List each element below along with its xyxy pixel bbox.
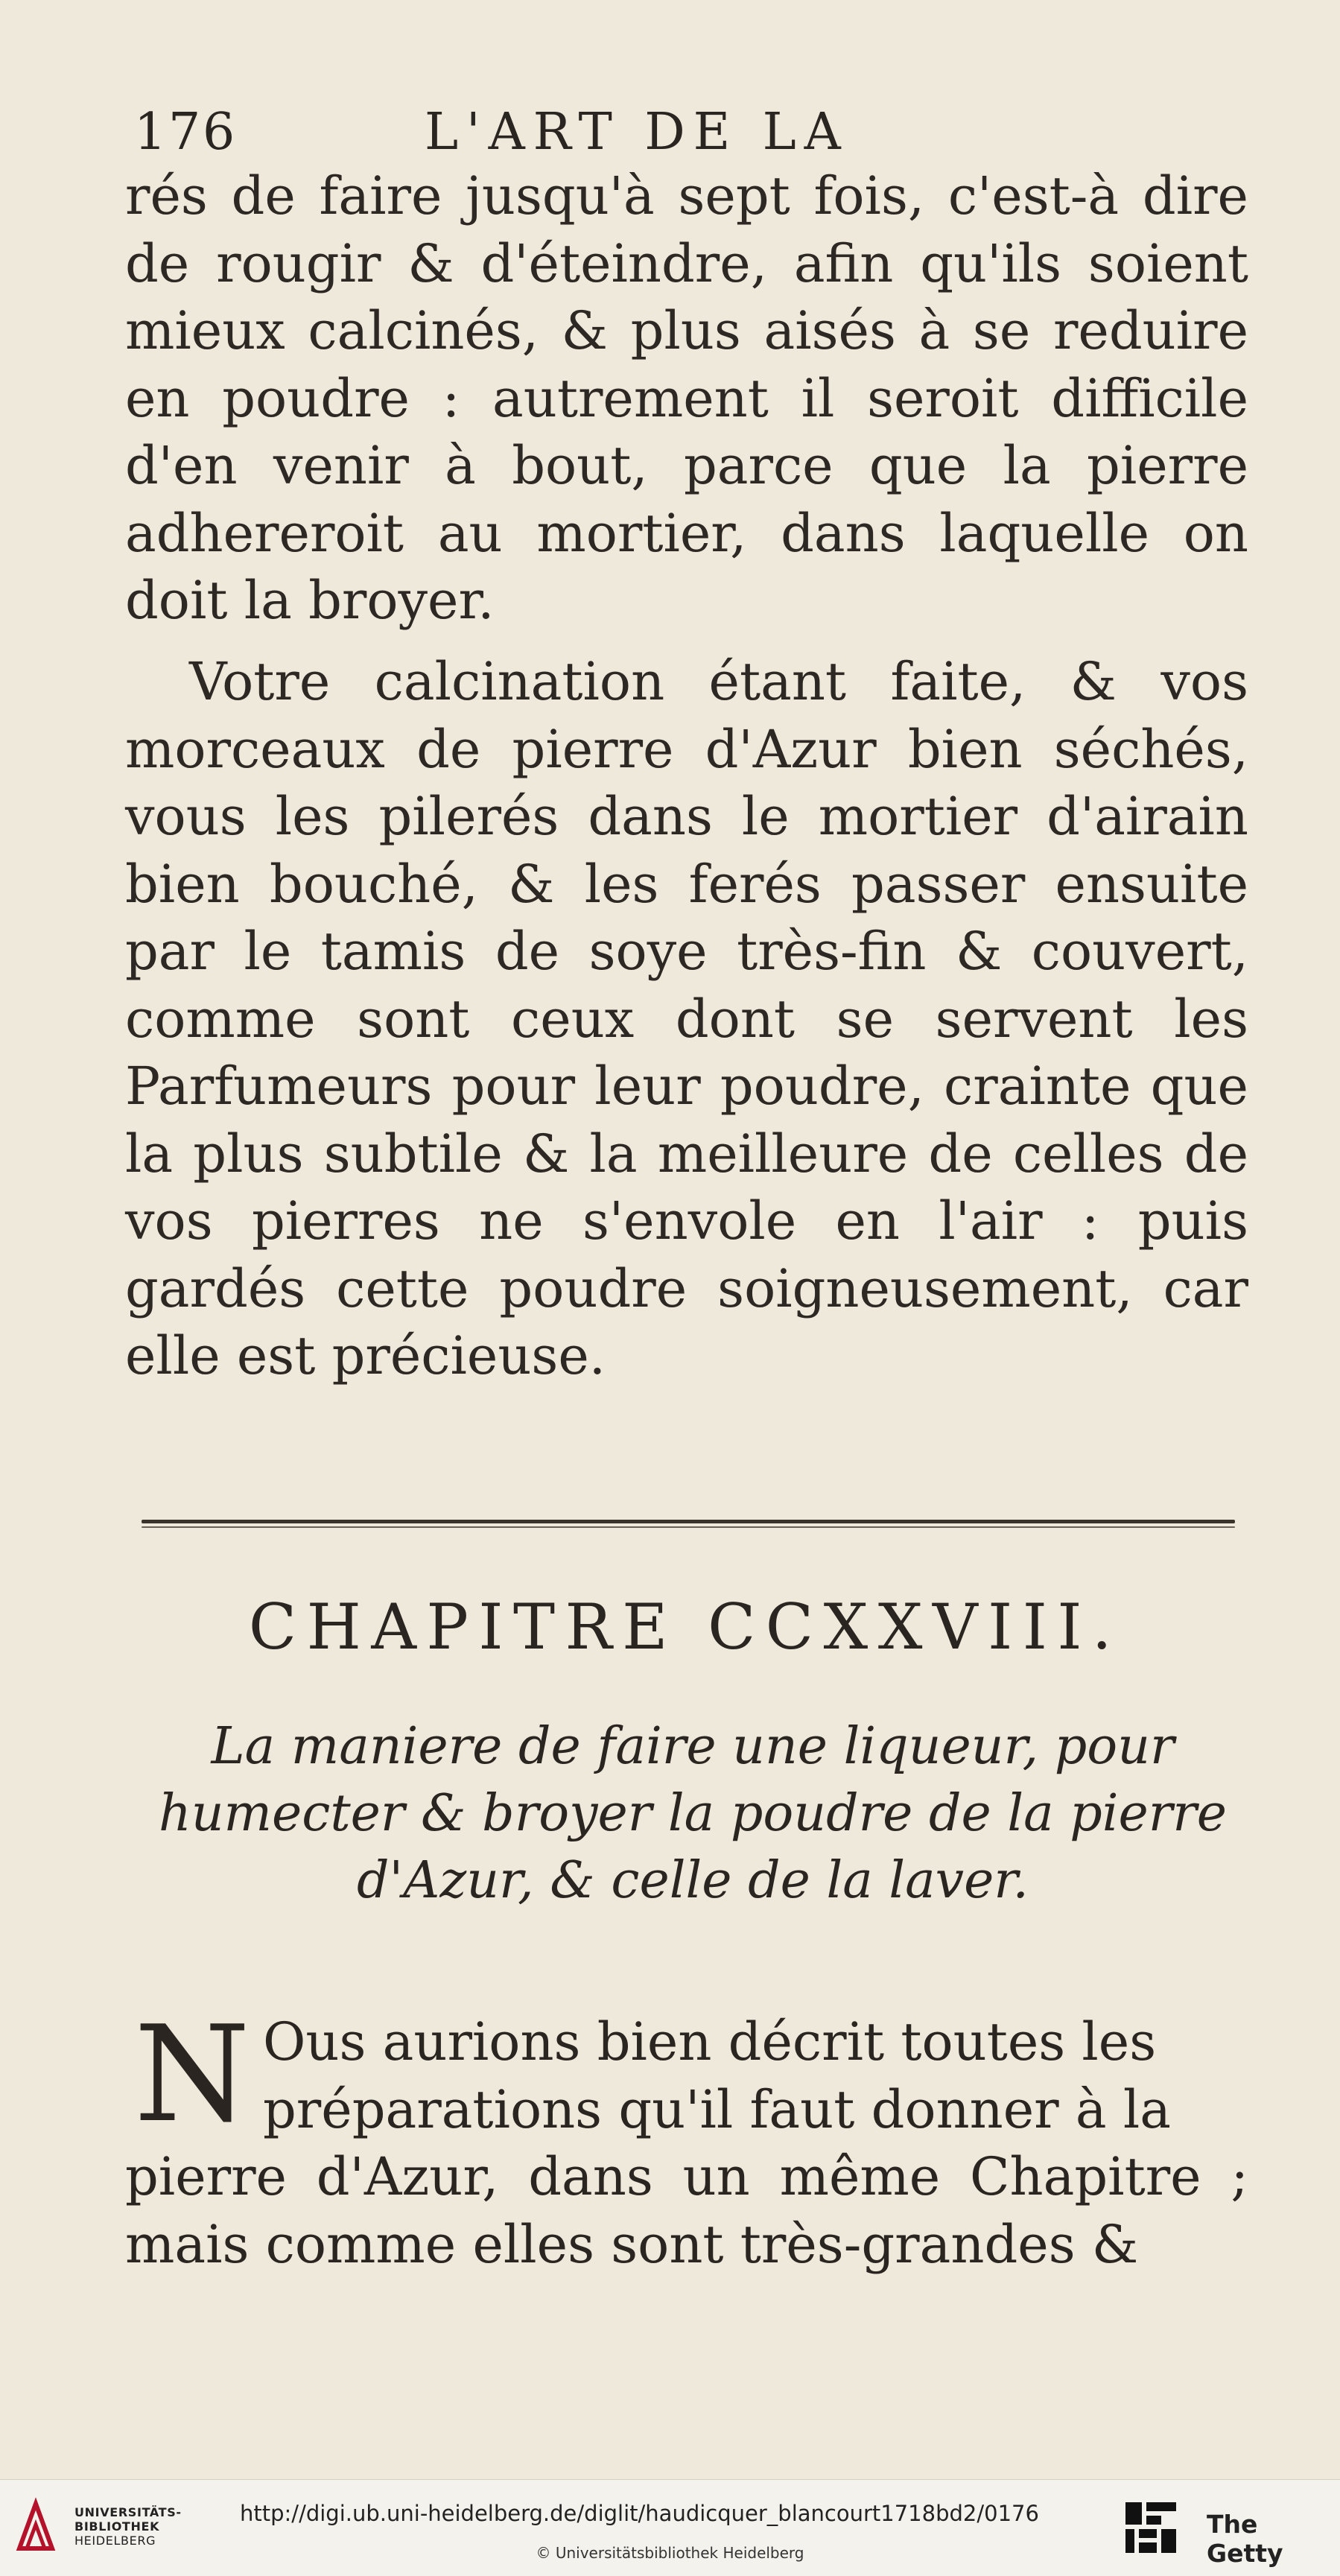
section-divider: [142, 1520, 1235, 1523]
paragraph-rest: pierre d'Azur, dans un même Chapitre ; mais comme elles sont très-grandes &: [125, 2146, 1248, 2275]
paragraph-line-2: préparations qu'il faut donner à la: [263, 2078, 1171, 2140]
getty-logo-icon: [1121, 2498, 1181, 2557]
institution-name: UNIVERSITÄTS- BIBLIOTHEK HEIDELBERG: [74, 2505, 182, 2548]
paragraph-line-1: Ous aurions bien décrit toutes les: [263, 2011, 1157, 2072]
chapter-subtitle: La maniere de faire une liqueur, pour humecter & broyer la poudre de la pierre d'Azur, & celle de la laver.: [158, 1717, 1228, 1910]
permalink-url[interactable]: http://digi.ub.uni-heidelberg.de/diglit/haudicquer_blancourt1718bd2/0176: [240, 2501, 1039, 2526]
running-title: L'ART DE LA: [425, 103, 849, 162]
paragraph-chapter-start: [125, 1997, 1248, 2278]
section-divider-thin: [142, 1526, 1235, 1528]
page-number: 176: [134, 103, 237, 162]
partner-name: The Getty: [1207, 2510, 1283, 2568]
drop-cap: N: [134, 1997, 250, 2151]
copyright-notice: © Universitätsbibliothek Heidelberg: [536, 2544, 804, 2562]
paragraph-calcination: Votre calcination étant faite, & vos morceaux de pierre d'Azur bien séchés, vous les pilerés dans le mortier d'airain bien bouché, & les ferés passer ensuite par le tamis de soye très-fin & couvert, comme sont ceux dont se servent les Parfumeurs pour leur poudre, crainte que la plus subtile & la meilleure de celles de vos pierres ne s'envole en l'air : puis gardés cette poudre soigneusement, car elle est précieuse.: [125, 651, 1248, 1386]
paragraph-continuation: rés de faire jusqu'à sept fois, c'est-à dire de rougir & d'éteindre, afin qu'ils soient mieux calcinés, & plus aisés à se reduire en poudre : autrement il seroit difficile d'en venir à bout, parce que la pierre adhereroit au mortier, dans laquelle on doit la broyer.: [125, 165, 1248, 631]
running-header: [134, 103, 1251, 170]
footer-bar: [0, 2479, 1340, 2576]
chapter-heading: CHAPITRE CCXXVIII.: [248, 1590, 1123, 1663]
